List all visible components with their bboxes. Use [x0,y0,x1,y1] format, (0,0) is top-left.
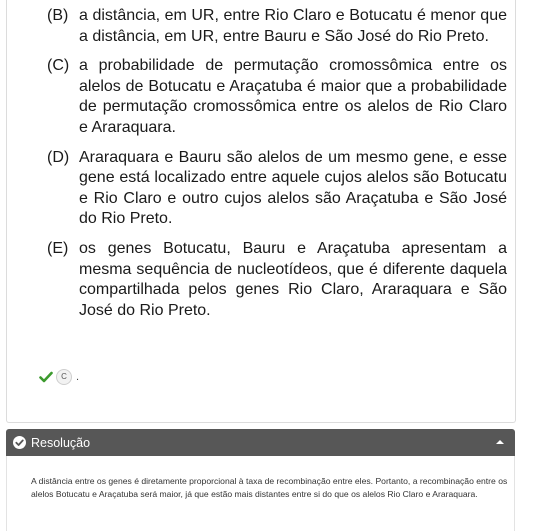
resolution-title: Resolução [31,435,91,450]
option-text: a probabilidade de permutação cromossômica entre os alelos de Botucatu e Araçatuba é maior que a probabilidade de permutação cromossômica entre os alelos de Rio Claro e Araraquara. [79,57,507,136]
option-text: a distância, em UR, entre Rio Claro e Botucatu é menor que a distância, em UR, entre Bauru e São José do Rio Preto. [79,7,507,45]
resolution-body [6,456,515,531]
option-b[interactable] [47,6,507,47]
option-letter: (C) [47,57,70,75]
option-e[interactable] [47,239,507,321]
chevron-up-icon[interactable] [496,440,504,444]
option-d[interactable] [47,148,507,230]
option-text: os genes Botucatu, Bauru e Araçatuba apresentam a mesma sequência de nucleotídeos, que é diferente daquela compartilhada pelos genes Rio Claro, Araraquara e São José do Rio Preto. [79,239,507,319]
option-c[interactable] [47,56,507,138]
resolution-toggle[interactable] [6,429,515,456]
question-card [6,0,516,423]
answer-suffix: . [76,371,80,383]
resolution-text: A distância entre os genes é diretamente proporcional à taxa de recombinação entre eles. Portanto, a recombinação entre os alelos Botucatu e Araçatuba será maior, já que estão mais distantes entre si do que os alelos Rio Claro e Araraquara. [31,476,508,500]
answer-row [39,369,79,385]
answer-badge: C [56,369,72,385]
option-letter: (B) [47,7,69,24]
option-letter: (E) [47,239,69,257]
option-text: Araraquara e Bauru são alelos de um mesmo gene, e esse gene está localizado entre aquele cujos alelos são Botucatu e Rio Claro e outro cujos alelos são Araçatuba e São José do Rio Preto. [79,148,507,228]
check-circle-icon [13,436,26,449]
options-list [47,6,507,330]
option-letter: (D) [47,148,70,166]
check-icon [39,370,53,384]
